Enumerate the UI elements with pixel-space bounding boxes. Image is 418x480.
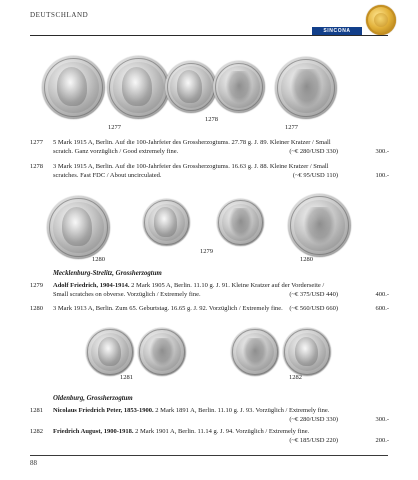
coin-image-1278-reverse <box>213 61 265 113</box>
lot-number: 1280 <box>30 305 43 312</box>
coin-image-1279-reverse <box>217 199 264 246</box>
footer-divider <box>30 455 388 456</box>
coin-image-1281-reverse <box>138 328 186 376</box>
ruler-name: Friedrich August, 1900-1918. <box>53 428 134 435</box>
coin-image-1280-obverse <box>47 196 110 259</box>
lot-estimate: (~€ 280/USD 330) <box>289 147 338 155</box>
section-heading-oldenburg: Oldenburg, Grossherzogtum <box>53 395 133 402</box>
lot-estimate: (~€ 185/USD 220) <box>289 436 338 444</box>
brand-logo-bar: SINCONA <box>312 27 362 35</box>
lot-entry-1280 <box>30 305 388 315</box>
coin-label: 1280 <box>300 256 313 263</box>
coin-image-1277-obverse <box>42 56 105 119</box>
lot-description-rest: 2 Mark 1891 A, Berlin. 11.10 g. J. 93. Vorzüglich / Extremely fine. <box>153 407 330 414</box>
lot-estimate: (~€ 280/USD 330) <box>289 415 338 423</box>
lot-estimate: (~€ 560/USD 660) <box>289 305 338 312</box>
gold-coin-logo <box>366 5 396 35</box>
coin-label: 1277 <box>108 124 121 131</box>
header-divider <box>30 35 388 36</box>
coin-label: 1277 <box>285 124 298 131</box>
coin-label: 1278 <box>205 116 218 123</box>
page-number: 88 <box>30 459 37 467</box>
lot-description-line1: 5 Mark 1915 A, Berlin. Auf die 100-Jahrfeier des Grossherzogtums. 27.78 g. J. 89. Kleiner Kratzer / Small <box>53 139 331 146</box>
lot-description-line2: Small scratches on obverse. Vorzüglich / Extremely fine. <box>53 290 201 298</box>
lot-description-line1 <box>53 407 343 416</box>
lot-number: 1281 <box>30 407 43 414</box>
lot-price: 200.- <box>375 436 389 444</box>
lot-description-rest: 2 Mark 1901 A, Berlin. 11.14 g. J. 94. Vorzüglich / Extremely fine. <box>133 428 310 435</box>
coin-label: 1281 <box>120 374 133 381</box>
coin-label: 1280 <box>92 256 105 263</box>
lot-entry-1278 <box>30 163 388 181</box>
lot-entry-1282 <box>30 428 388 446</box>
lot-number: 1277 <box>30 139 43 146</box>
lot-description-line1: 3 Mark 1913 A, Berlin. Zum 65. Geburtstag. 16.65 g. J. 92. Vorzüglich / Extremely fine. <box>53 305 283 312</box>
header-country: DEUTSCHLAND <box>30 11 89 19</box>
lot-price: 300.- <box>375 147 389 155</box>
section-heading-mecklenburg: Mecklenburg-Strelitz, Grossherzogtum <box>53 270 162 277</box>
lot-price: 300.- <box>375 415 389 423</box>
lot-estimate: (~€ 375/USD 440) <box>289 290 338 298</box>
coin-image-1277-eagle <box>275 57 337 119</box>
coin-image-1281-obverse <box>86 328 134 376</box>
coin-label: 1282 <box>289 374 302 381</box>
lot-entry-1279 <box>30 282 388 300</box>
lot-description-line2: scratches. Fast FDC / About uncirculated. <box>53 171 162 179</box>
lot-description-line2: scratch. Ganz vorzüglich / Good extremely fine. <box>53 147 179 155</box>
lot-price: 100.- <box>375 171 389 179</box>
lot-number: 1282 <box>30 428 43 435</box>
lot-number: 1278 <box>30 163 43 170</box>
coin-image-1279-obverse <box>143 199 190 246</box>
coin-image-1282-obverse <box>283 328 331 376</box>
coin-image-1282-reverse <box>231 328 279 376</box>
lot-estimate: (~€ 95/USD 110) <box>292 171 338 179</box>
coin-image-1278-obverse <box>165 61 217 113</box>
lot-number: 1279 <box>30 282 43 289</box>
lot-description-rest: 2 Mark 1905 A, Berlin. 11.10 g. J. 91. Kleine Kratzer auf der Vorderseite / <box>129 282 325 289</box>
ruler-name: Adolf Friedrich, 1904-1914. <box>53 282 130 289</box>
ruler-name: Nicolaus Friedrich Peter, 1853-1900. <box>53 407 154 414</box>
lot-price: 400.- <box>375 290 389 298</box>
coin-label: 1279 <box>200 248 213 255</box>
lot-description-line1: 3 Mark 1915 A, Berlin. Auf die 100-Jahrfeier des Grossherzogtums. 16.63 g. J. 88. Kleine Kratzer / Small <box>53 163 329 170</box>
coin-image-1280-reverse <box>288 194 351 257</box>
lot-description-line1 <box>53 282 343 291</box>
lot-price: 600.- <box>375 305 389 312</box>
lot-entry-1281 <box>30 407 388 425</box>
lot-entry-1277 <box>30 139 388 157</box>
coin-image-1277-reverse-conjoined <box>107 56 170 119</box>
lot-description-line1 <box>53 428 343 437</box>
